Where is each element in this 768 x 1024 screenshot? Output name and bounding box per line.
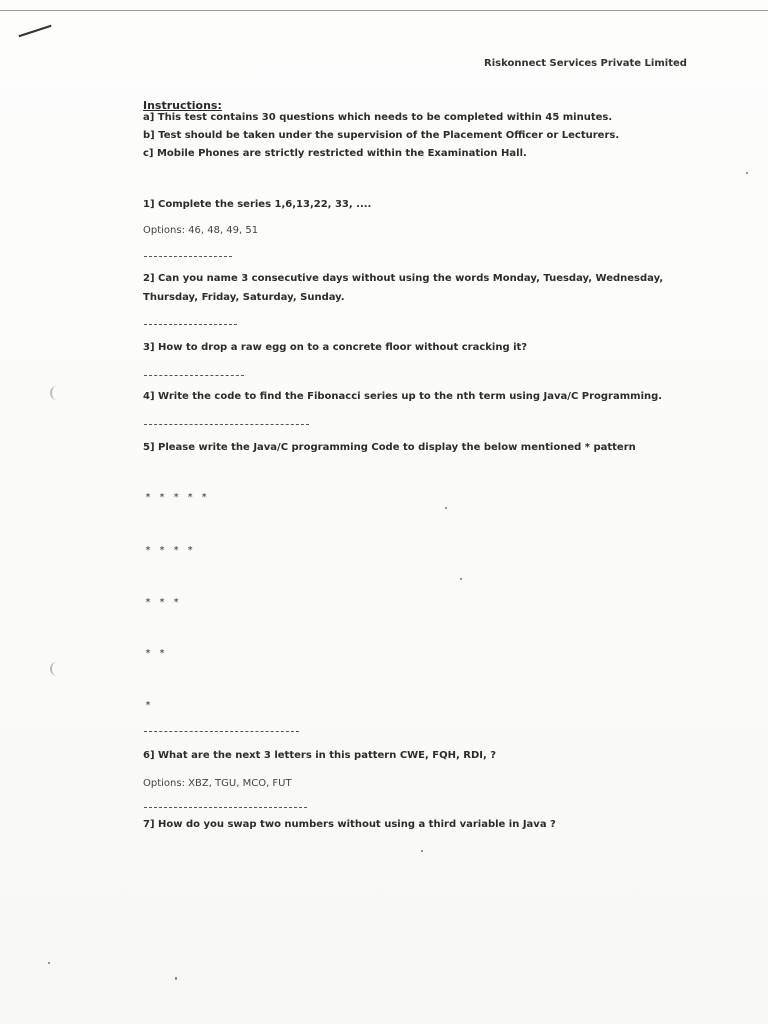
- answer-line-5: [144, 731, 299, 732]
- question-7: 7] How do you swap two numbers without using a third variable in Java ?: [143, 819, 556, 830]
- question-4: 4] Write the code to find the Fibonacci series up to the nth term using Java/C Programming.: [143, 391, 663, 402]
- instruction-item-a: a] This test contains 30 questions which needs to be completed within 45 minutes.: [143, 112, 613, 123]
- question-2-line-2: Thursday, Friday, Saturday, Sunday.: [143, 292, 345, 303]
- instruction-item-c: c] Mobile Phones are strictly restricted within the Examination Hall.: [143, 148, 527, 159]
- scan-speck: [746, 172, 748, 174]
- question-3: 3] How to drop a raw egg on to a concrete floor without cracking it?: [143, 342, 528, 353]
- answer-line-2: [144, 324, 237, 325]
- scan-speck: [421, 850, 423, 852]
- pattern-row-2: * * * *: [145, 545, 195, 556]
- question-6: 6] What are the next 3 letters in this pattern CWE, FQH, RDI, ?: [143, 750, 497, 761]
- punch-hole-mark: [50, 386, 64, 400]
- pattern-row-3: * * *: [145, 597, 181, 608]
- instruction-item-b: b] Test should be taken under the supervision of the Placement Officer or Lecturers.: [143, 130, 620, 141]
- answer-line-4: [144, 424, 309, 425]
- scan-speck: [445, 507, 447, 509]
- scan-speck: [175, 977, 177, 980]
- pattern-row-5: *: [145, 700, 153, 711]
- scan-mark: [19, 25, 52, 37]
- question-1-options: Options: 46, 48, 49, 51: [143, 225, 259, 236]
- pattern-row-4: * *: [145, 648, 167, 659]
- answer-line-3: [144, 375, 244, 376]
- scan-speck: [48, 962, 50, 964]
- top-border: [0, 10, 768, 11]
- pattern-row-1: * * * * *: [145, 492, 209, 503]
- question-5: 5] Please write the Java/C programming Code to display the below mentioned * pattern: [143, 442, 636, 453]
- company-name: Riskonnect Services Private Limited: [484, 58, 687, 69]
- answer-line-6: [144, 807, 307, 808]
- punch-hole-mark: [50, 662, 64, 676]
- question-2-line-1: 2] Can you name 3 consecutive days without using the words Monday, Tuesday, Wednesday,: [143, 273, 664, 284]
- answer-line-1: [144, 256, 232, 257]
- scan-speck: [460, 578, 462, 580]
- question-6-options: Options: XBZ, TGU, MCO, FUT: [143, 778, 292, 789]
- question-1: 1] Complete the series 1,6,13,22, 33, ....: [143, 199, 372, 210]
- instructions-title: Instructions:: [143, 99, 222, 112]
